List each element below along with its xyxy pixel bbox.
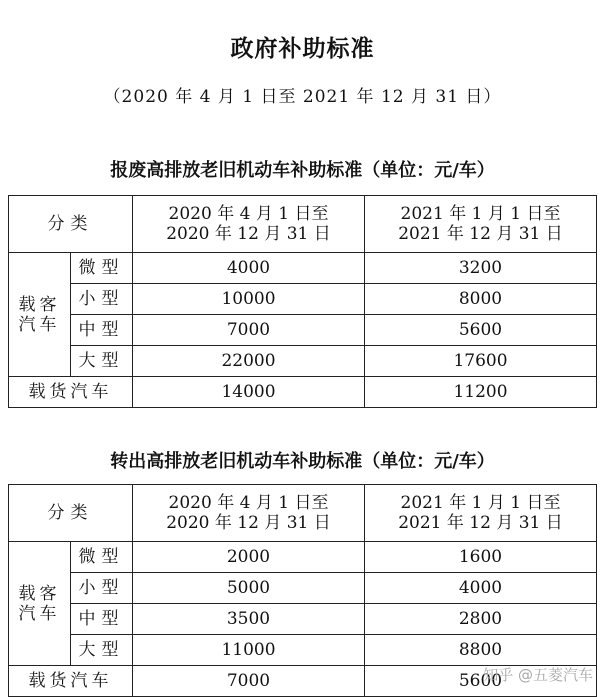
period1-value: 14000 — [133, 377, 365, 408]
period2-line1: 2021 年 1 月 1 日至 — [400, 493, 561, 513]
period1-value: 10000 — [133, 284, 365, 315]
table-header-row — [9, 196, 597, 253]
period2-line1: 2021 年 1 月 1 日至 — [400, 204, 561, 224]
page-title: 政府补助标准 — [230, 36, 375, 62]
truck-label: 载货汽车 — [9, 377, 133, 408]
period2-header — [365, 485, 597, 542]
group-label-line2: 汽车 — [18, 603, 61, 624]
period1-value: 7000 — [133, 666, 365, 697]
table-row — [9, 315, 597, 346]
table-row — [9, 542, 597, 573]
period1-value: 3500 — [133, 604, 365, 635]
period2-value: 1600 — [365, 542, 597, 573]
table-header-row — [9, 485, 597, 542]
period1-header — [133, 196, 365, 253]
passenger-car-group — [9, 542, 71, 666]
table-row — [9, 573, 597, 604]
period2-value: 4000 — [365, 573, 597, 604]
group-label-line2: 汽车 — [18, 314, 61, 335]
vehicle-type: 微型 — [71, 253, 133, 284]
table-row — [9, 604, 597, 635]
period2-value: 8800 — [365, 635, 597, 666]
vehicle-type: 中型 — [71, 315, 133, 346]
period2-value: 17600 — [365, 346, 597, 377]
table-row — [9, 346, 597, 377]
period2-value: 3200 — [365, 253, 597, 284]
period1-value: 5000 — [133, 573, 365, 604]
period2-line2: 2021 年 12 月 31 日 — [398, 513, 563, 533]
vehicle-type: 微型 — [71, 542, 133, 573]
vehicle-type: 大型 — [71, 635, 133, 666]
table-row — [9, 284, 597, 315]
period1-value: 11000 — [133, 635, 365, 666]
truck-row — [9, 666, 597, 697]
period1-value: 7000 — [133, 315, 365, 346]
period2-value: 11200 — [365, 377, 597, 408]
category-header: 分类 — [9, 485, 133, 542]
transfer-subsidy-title: 转出高排放老旧机动车补助标准（单位：元/车） — [110, 451, 495, 472]
period1-line1: 2020 年 4 月 1 日至 — [168, 204, 329, 224]
period2-value: 8000 — [365, 284, 597, 315]
period1-value: 4000 — [133, 253, 365, 284]
scrap-subsidy-table — [8, 195, 597, 408]
table-row — [9, 253, 597, 284]
period1-line2: 2020 年 12 月 31 日 — [166, 224, 331, 244]
group-label-line1: 载客 — [18, 583, 61, 604]
scrap-subsidy-title: 报废高排放老旧机动车补助标准（单位：元/车） — [110, 160, 495, 181]
period1-value: 2000 — [133, 542, 365, 573]
vehicle-type: 中型 — [71, 604, 133, 635]
truck-row — [9, 377, 597, 408]
vehicle-type: 小型 — [71, 573, 133, 604]
page-subtitle: （2020 年 4 月 1 日至 2021 年 12 月 31 日） — [103, 87, 502, 107]
truck-label: 载货汽车 — [9, 666, 133, 697]
transfer-subsidy-table — [8, 484, 597, 697]
period1-line1: 2020 年 4 月 1 日至 — [168, 493, 329, 513]
period1-line2: 2020 年 12 月 31 日 — [166, 513, 331, 533]
category-header: 分类 — [9, 196, 133, 253]
table-row — [9, 635, 597, 666]
period1-header — [133, 485, 365, 542]
period1-value: 22000 — [133, 346, 365, 377]
period2-header — [365, 196, 597, 253]
vehicle-type: 大型 — [71, 346, 133, 377]
period2-line2: 2021 年 12 月 31 日 — [398, 224, 563, 244]
period2-value: 5600 — [365, 315, 597, 346]
zhihu-watermark: 知乎 @五菱汽车 — [483, 666, 593, 684]
passenger-car-group — [9, 253, 71, 377]
group-label-line1: 载客 — [18, 294, 61, 315]
vehicle-type: 小型 — [71, 284, 133, 315]
period2-value: 2800 — [365, 604, 597, 635]
period2-value: 5600 — [365, 666, 597, 697]
